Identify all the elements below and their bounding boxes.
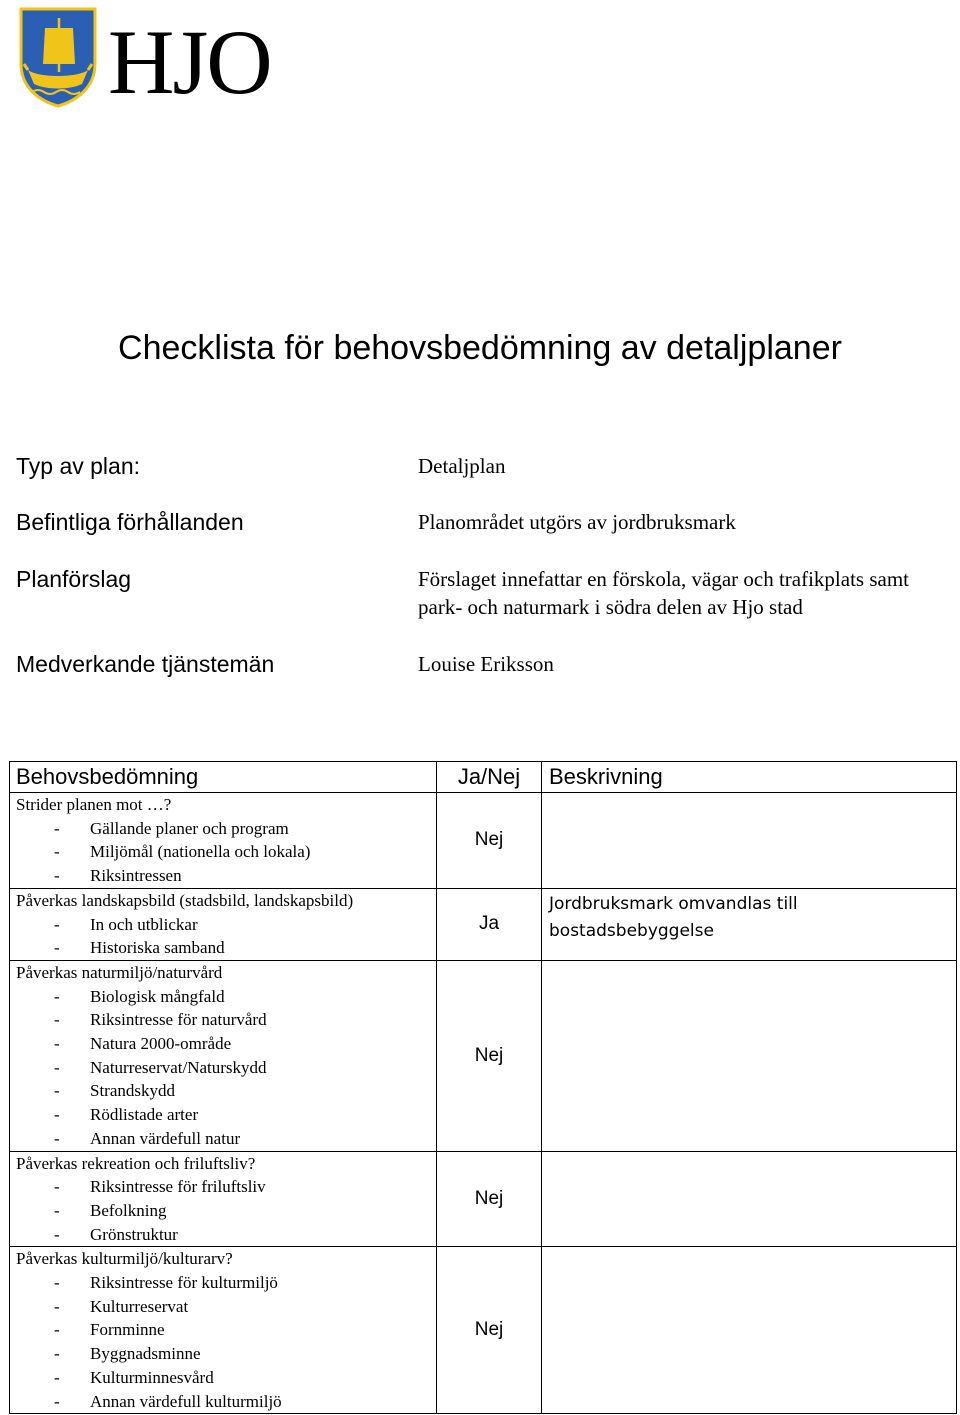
list-item: - Riksintresse för friluftsliv [54, 1177, 266, 1197]
list-item: - Naturreservat/Naturskydd [54, 1057, 267, 1077]
criteria-title: Påverkas kulturmiljö/kulturarv? [16, 1249, 233, 1269]
page-title: Checklista för behovsbedömning av detaljplaner [118, 329, 842, 367]
description-cell [542, 1151, 957, 1247]
list-item: - Riksintressen [54, 866, 182, 886]
description-cell [542, 960, 957, 1151]
criteria-list [10, 1271, 436, 1413]
info-label: Medverkande tjänstemän [16, 651, 275, 677]
list-item: - Historiska samband [54, 938, 225, 958]
criteria-cell [10, 888, 437, 960]
info-value: Förslaget innefattar en förskola, vägar och trafikplats samt park- och naturmark i södra delen av Hjo stad [418, 567, 909, 619]
list-item: - Miljömål (nationella och lokala) [54, 842, 311, 862]
answer-cell: Nej [437, 793, 542, 889]
list-item: - Natura 2000-område [54, 1034, 232, 1054]
info-label: Planförslag [16, 566, 132, 592]
criteria-cell [10, 793, 437, 889]
list-item: - Strandskydd [54, 1081, 175, 1101]
list-item: - Biologisk mångfald [54, 986, 225, 1006]
criteria-title: Påverkas landskapsbild (stadsbild, landskapsbild) [16, 890, 354, 910]
logo-text: HJO [108, 11, 271, 113]
header-description: Beskrivning [542, 762, 957, 793]
list-item: - Riksintresse för kulturmiljö [54, 1273, 278, 1293]
criteria-list [10, 817, 436, 888]
list-item: - Grönstruktur [54, 1224, 178, 1244]
description-cell [542, 1247, 957, 1414]
info-value: Detaljplan [418, 454, 506, 478]
table-row [10, 888, 957, 960]
list-item: - Fornminne [54, 1320, 165, 1340]
hjo-coat-of-arms-icon [18, 6, 98, 108]
answer-cell: Nej [437, 960, 542, 1151]
description-cell: Jordbruksmark omvandlas till bostadsbebyggelse [542, 888, 957, 960]
table-header-row [10, 762, 957, 793]
info-value: Planområdet utgörs av jordbruksmark [418, 510, 736, 534]
criteria-title: Påverkas naturmiljö/naturvård [16, 962, 223, 982]
criteria-cell [10, 1151, 437, 1247]
info-value: Louise Eriksson [418, 652, 554, 676]
criteria-title: Strider planen mot …? [16, 795, 172, 814]
criteria-list [10, 1175, 436, 1246]
criteria-cell [10, 960, 437, 1151]
header-yes-no: Ja/Nej [437, 762, 542, 793]
list-item: - Kulturminnesvård [54, 1367, 214, 1387]
table-row [10, 960, 957, 1151]
list-item: - Riksintresse för naturvård [54, 1010, 267, 1030]
answer-cell: Ja [437, 888, 542, 960]
list-item: - Annan värdefull natur [54, 1128, 241, 1148]
criteria-list [10, 985, 436, 1151]
table-row [10, 1247, 957, 1414]
answer-cell: Nej [437, 1247, 542, 1414]
criteria-title: Påverkas rekreation och friluftsliv? [16, 1153, 256, 1173]
list-item: - Gällande planer och program [54, 818, 289, 838]
assessment-table [9, 761, 957, 1414]
answer-cell: Nej [437, 1151, 542, 1247]
list-item: - Annan värdefull kulturmiljö [54, 1391, 282, 1411]
info-label: Befintliga förhållanden [16, 509, 244, 535]
list-item: - Rödlistade arter [54, 1105, 199, 1125]
table-row [10, 793, 957, 889]
criteria-list [10, 913, 436, 960]
list-item: - Kulturreservat [54, 1296, 189, 1316]
header-assessment: Behovsbedömning [10, 762, 437, 793]
list-item: - Befolkning [54, 1200, 167, 1220]
list-item: - In och utblickar [54, 914, 198, 934]
info-label: Typ av plan: [16, 453, 141, 479]
criteria-cell [10, 1247, 437, 1414]
table-row [10, 1151, 957, 1247]
list-item: - Byggnadsminne [54, 1344, 201, 1364]
description-cell [542, 793, 957, 889]
